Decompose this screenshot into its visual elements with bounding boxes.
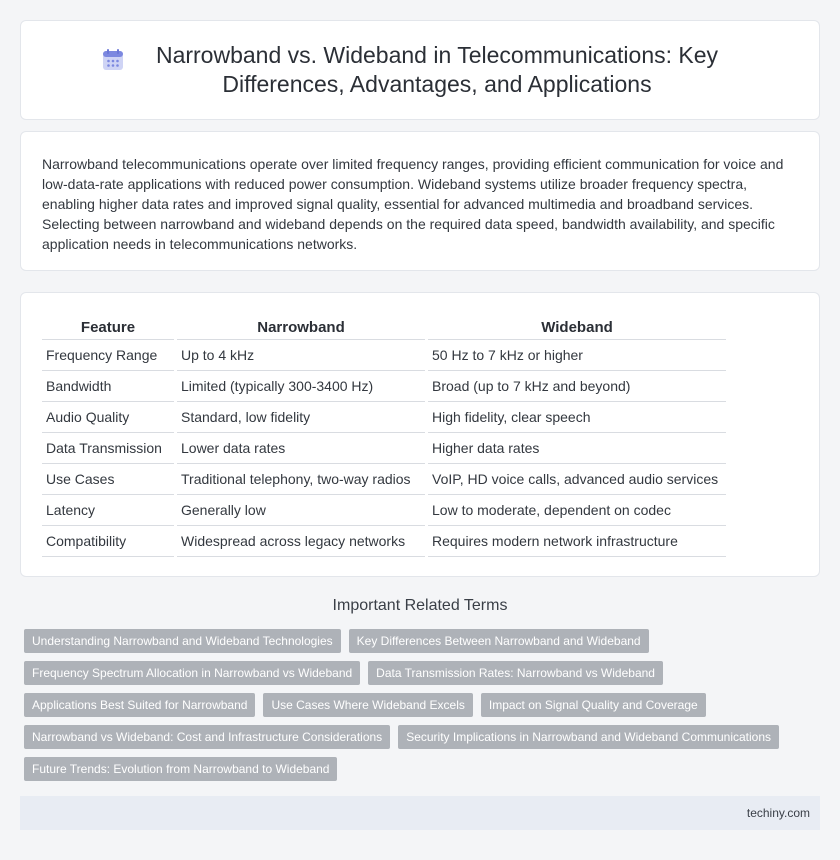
cell-wideband: Low to moderate, dependent on codec bbox=[428, 495, 726, 526]
page-title: Narrowband vs. Wideband in Telecommunications: Key Differences, Advantages, and Applications bbox=[155, 42, 719, 97]
title-card bbox=[20, 20, 820, 120]
cell-narrowband: Widespread across legacy networks bbox=[177, 526, 425, 557]
cell-feature: Compatibility bbox=[42, 526, 174, 557]
cell-wideband: Broad (up to 7 kHz and beyond) bbox=[428, 371, 726, 402]
intro-paragraph: Narrowband telecommunications operate over limited frequency ranges, providing efficient communication for voice and low-data-rate applications with reduced power consumption. Wideband systems utilize broader frequency spectra, enabling higher data rates and improved signal quality, essential for advanced multimedia and broadband services. Selecting between narrowband and wideband depends on the required data speed, bandwidth availability, and specific application needs in telecommunications networks. bbox=[42, 156, 784, 252]
footer-site-link[interactable]: techiny.com bbox=[746, 806, 810, 820]
cell-narrowband: Traditional telephony, two-way radios bbox=[177, 464, 425, 495]
table-header-row bbox=[42, 317, 726, 340]
related-term-tag[interactable]: Frequency Spectrum Allocation in Narrowband vs Wideband bbox=[24, 661, 360, 685]
title-wrap bbox=[100, 41, 740, 99]
related-term-tag[interactable]: Future Trends: Evolution from Narrowband to Wideband bbox=[24, 757, 337, 781]
related-term-tag[interactable]: Understanding Narrowband and Wideband Technologies bbox=[24, 629, 341, 653]
cell-wideband: 50 Hz to 7 kHz or higher bbox=[428, 340, 726, 371]
cell-feature: Data Transmission bbox=[42, 433, 174, 464]
cell-feature: Use Cases bbox=[42, 464, 174, 495]
cell-narrowband: Standard, low fidelity bbox=[177, 402, 425, 433]
comparison-table-card bbox=[20, 292, 820, 577]
related-terms-list bbox=[24, 629, 814, 781]
cell-feature: Latency bbox=[42, 495, 174, 526]
table-row bbox=[42, 433, 726, 464]
related-term-tag[interactable]: Impact on Signal Quality and Coverage bbox=[481, 693, 706, 717]
cell-narrowband: Generally low bbox=[177, 495, 425, 526]
cell-feature: Bandwidth bbox=[42, 371, 174, 402]
table-row bbox=[42, 464, 726, 495]
footer bbox=[20, 796, 820, 830]
cell-wideband: High fidelity, clear speech bbox=[428, 402, 726, 433]
cell-narrowband: Limited (typically 300-3400 Hz) bbox=[177, 371, 425, 402]
table-row bbox=[42, 495, 726, 526]
related-term-tag[interactable]: Security Implications in Narrowband and Wideband Communications bbox=[398, 725, 779, 749]
table-row bbox=[42, 402, 726, 433]
related-term-tag[interactable]: Key Differences Between Narrowband and Wideband bbox=[349, 629, 649, 653]
related-term-tag[interactable]: Narrowband vs Wideband: Cost and Infrastructure Considerations bbox=[24, 725, 390, 749]
cell-feature: Frequency Range bbox=[42, 340, 174, 371]
intro-card bbox=[20, 131, 820, 271]
related-terms-heading: Important Related Terms bbox=[332, 597, 508, 614]
calendar-icon bbox=[100, 47, 126, 73]
cell-wideband: Requires modern network infrastructure bbox=[428, 526, 726, 557]
header-narrowband: Narrowband bbox=[177, 317, 425, 340]
comparison-table bbox=[39, 317, 729, 557]
table-row bbox=[42, 526, 726, 557]
cell-wideband: Higher data rates bbox=[428, 433, 726, 464]
related-term-tag[interactable]: Applications Best Suited for Narrowband bbox=[24, 693, 255, 717]
related-term-tag[interactable]: Data Transmission Rates: Narrowband vs Wideband bbox=[368, 661, 663, 685]
table-row bbox=[42, 371, 726, 402]
header-wideband: Wideband bbox=[428, 317, 726, 340]
header-feature: Feature bbox=[42, 317, 174, 340]
cell-narrowband: Lower data rates bbox=[177, 433, 425, 464]
cell-narrowband: Up to 4 kHz bbox=[177, 340, 425, 371]
cell-feature: Audio Quality bbox=[42, 402, 174, 433]
related-term-tag[interactable]: Use Cases Where Wideband Excels bbox=[263, 693, 472, 717]
cell-wideband: VoIP, HD voice calls, advanced audio services bbox=[428, 464, 726, 495]
table-row bbox=[42, 340, 726, 371]
